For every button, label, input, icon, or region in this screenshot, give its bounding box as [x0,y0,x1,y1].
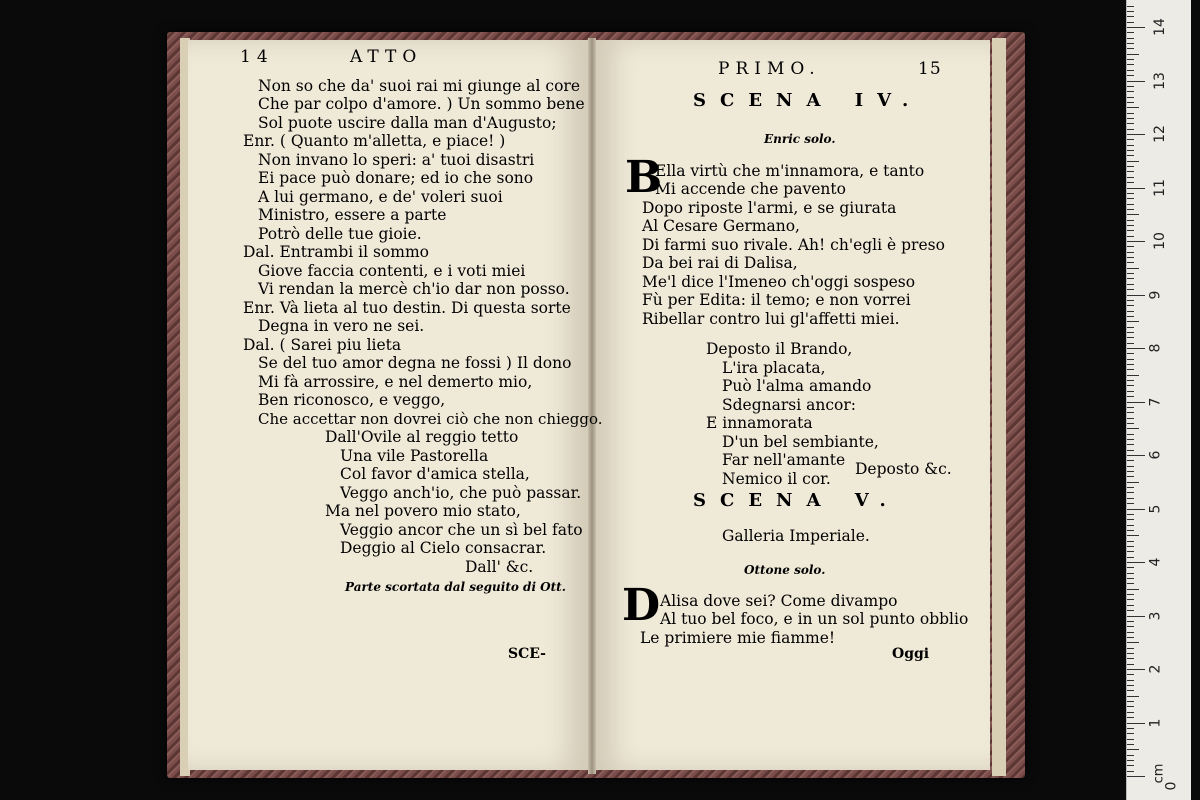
ruler-tick [1127,241,1145,242]
measurement-ruler [1126,0,1191,800]
right-catchword: Oggi [892,646,930,662]
text-line: Fù per Edita: il temo; e non vorrei [642,291,911,309]
ruler-tick [1127,514,1134,515]
ruler-tick [1127,423,1134,424]
ruler-tick [1127,428,1139,429]
ruler-label: 3 [1147,611,1164,620]
ruler-tick [1127,220,1134,221]
ruler-tick [1127,129,1134,130]
ruler-tick [1127,182,1134,183]
ruler-label: 12 [1151,125,1168,143]
text-line: Ben riconosco, e veggo, [258,391,446,409]
ruler-tick [1127,535,1139,536]
ruler-tick [1127,771,1134,772]
ruler-tick [1127,198,1134,199]
scene-heading-v: SCENA V. [693,490,900,511]
ruler-tick [1127,669,1145,670]
ruler-tick [1127,776,1145,777]
ruler-tick [1127,343,1134,344]
ruler-tick [1127,439,1134,440]
ruler-tick [1127,236,1134,237]
text-line: Alisa dove sei? Come divampo [660,592,898,610]
ruler-tick [1127,59,1134,60]
aria-end: Deposto &c. [855,460,952,478]
ruler-tick [1127,744,1134,745]
ruler-label: 10 [1151,232,1168,250]
text-line: D'un bel sembiante, [722,433,879,451]
ruler-tick [1127,155,1134,156]
scene-heading-iv: SCENA IV. [693,90,923,111]
ruler-tick [1127,209,1134,210]
ruler-tick [1127,765,1134,766]
text-line: Se del tuo amor degna ne fossi ) Il dono [258,354,572,372]
ruler-tick [1127,193,1134,194]
ruler-tick [1127,188,1145,189]
text-line: Nemico il cor. [722,470,831,488]
text-line: Una vile Pastorella [340,447,489,465]
text-line: Che accettar non dovrei ciò che non chieggo. [258,410,603,428]
stage-direction: Ottone solo. [744,563,826,577]
ruler-tick [1127,444,1134,445]
ruler-tick [1127,64,1134,65]
ruler-tick [1127,348,1145,349]
ruler-tick [1127,385,1134,386]
text-line: Veggo anch'io, che può passar. [340,484,582,502]
ruler-tick [1127,91,1134,92]
ruler-tick [1127,102,1134,103]
ruler-tick [1127,48,1134,49]
ruler-tick [1127,380,1134,381]
ruler-tick [1127,519,1134,520]
text-line: Veggio ancor che un sì bel fato [340,521,583,539]
ruler-tick [1127,498,1134,499]
ruler-tick [1127,327,1134,328]
text-line: Degna in vero ne sei. [258,317,425,335]
text-line: Mi fà arrossire, e nel demerto mio, [258,373,533,391]
text-line: Dall' &c. [465,558,534,576]
ruler-tick [1127,273,1134,274]
ruler-tick [1127,391,1134,392]
text-line: Ribellar contro lui gl'affetti miei. [642,310,900,328]
ruler-tick [1127,578,1134,579]
text-line: Ei pace può donare; ed io che sono [258,169,534,187]
ruler-tick [1127,396,1134,397]
ruler-tick [1127,268,1139,269]
ruler-tick [1127,230,1134,231]
text-line: Dal. Entrambi il sommo [243,243,430,261]
ruler-tick [1127,487,1134,488]
ruler-tick [1127,733,1134,734]
ruler-tick [1127,658,1134,659]
ruler-tick [1127,316,1134,317]
text-line: Enr. Và lieta al tuo destin. Di questa sorte [243,299,571,317]
text-line: Da bei rai di Dalisa, [642,254,798,272]
ruler-tick [1127,546,1134,547]
book-gutter [588,38,596,774]
ruler-tick [1127,54,1139,55]
ruler-tick [1127,16,1134,17]
ruler-tick [1127,161,1139,162]
ruler-tick [1127,471,1134,472]
ruler-tick [1127,664,1134,665]
ruler-tick [1127,492,1134,493]
text-line: Ministro, essere a parte [258,206,447,224]
ruler-tick [1127,739,1134,740]
ruler-unit: cm [1151,763,1167,784]
text-line: Al tuo bel foco, e in un sol punto obblio [660,610,969,628]
ruler-tick [1127,107,1139,108]
ruler-tick [1127,171,1134,172]
ruler-label: 1 [1147,718,1164,727]
text-line: Mi accende che pavento [655,180,846,198]
ruler-tick [1127,466,1134,467]
text-line: Non invano lo speri: a' tuoi disastri [258,151,535,169]
ruler-tick [1127,717,1134,718]
drop-cap: D [622,580,661,631]
stage-direction: Parte scortata dal seguito di Ott. [345,580,566,594]
ruler-tick [1127,38,1134,39]
ruler-tick [1127,145,1134,146]
text-line: Deposto il Brando, [706,340,853,358]
right-page-number: 15 [918,59,942,79]
ruler-tick [1127,204,1134,205]
ruler-tick [1127,450,1134,451]
text-line: A lui germano, e de' voleri suoi [258,188,503,206]
ruler-tick [1127,166,1134,167]
ruler-tick [1127,648,1134,649]
ruler-tick [1127,375,1139,376]
ruler-tick [1127,653,1134,654]
ruler-tick [1127,252,1134,253]
ruler-tick [1127,86,1134,87]
ruler-tick [1127,418,1134,419]
ruler-tick [1127,594,1134,595]
ruler-tick [1127,583,1134,584]
ruler-label: 14 [1151,18,1168,36]
ruler-tick [1127,541,1134,542]
text-line: Le primiere mie fiamme! [640,629,836,647]
text-line: Non so che da' suoi rai mi giunge al core [258,77,580,95]
ruler-tick [1127,455,1145,456]
ruler-tick [1127,289,1134,290]
text-line: Dal. ( Sarei piu lieta [243,336,402,354]
ruler-label: 11 [1151,178,1168,197]
text-line: Deggio al Cielo consacrar. [340,539,547,557]
ruler-tick [1127,599,1134,600]
ruler-tick [1127,278,1134,279]
ruler-tick [1127,225,1134,226]
left-running-head: ATTO [350,47,423,67]
left-page-number: 14 [240,47,274,67]
ruler-tick [1127,412,1134,413]
ruler-tick [1127,589,1139,590]
ruler-tick [1127,402,1145,403]
ruler-tick [1127,637,1134,638]
ruler-tick [1127,262,1134,263]
ruler-tick [1127,562,1145,563]
ruler-tick [1127,696,1139,697]
ruler-tick [1127,75,1134,76]
text-line: Enr. ( Quanto m'alletta, e piace! ) [243,132,506,150]
text-line: Giove faccia contenti, e i voti miei [258,262,526,280]
ruler-tick [1127,22,1134,23]
text-line: Col favor d'amica stella, [340,465,530,483]
ruler-tick [1127,311,1134,312]
ruler-tick [1127,460,1134,461]
ruler-tick [1127,567,1134,568]
ruler-tick [1127,557,1134,558]
text-line: Potrò delle tue gioie. [258,225,422,243]
ruler-label: 7 [1147,397,1164,406]
ruler-label: 6 [1147,450,1164,460]
ruler-tick [1127,760,1134,761]
ruler-tick [1127,728,1134,729]
ruler-tick [1127,139,1134,140]
ruler-tick [1127,177,1134,178]
ruler-tick [1127,509,1145,510]
ruler-tick [1127,701,1134,702]
ruler-tick [1127,70,1134,71]
ruler-tick [1127,616,1145,617]
left-catchword: SCE- [508,646,546,662]
ruler-label: 5 [1147,504,1164,513]
text-line: L'ira placata, [722,359,826,377]
text-line: Ella virtù che m'innamora, e tanto [655,162,925,180]
ruler-tick [1127,476,1134,477]
ruler-tick [1127,712,1134,713]
ruler-tick [1127,407,1134,408]
ruler-tick [1127,214,1139,215]
stage-direction: Enric solo. [764,132,836,146]
drop-cap: B [625,152,663,203]
ruler-tick [1127,482,1139,483]
ruler-tick [1127,295,1145,296]
text-line: E innamorata [706,414,813,432]
ruler-tick [1127,749,1139,750]
ruler-tick [1127,27,1145,28]
ruler-tick [1127,113,1134,114]
ruler-tick [1127,573,1134,574]
text-line: Dopo riposte l'armi, e se giurata [642,199,897,217]
ruler-tick [1127,369,1134,370]
ruler-tick [1127,551,1134,552]
ruler-tick [1127,621,1134,622]
ruler-tick [1127,6,1134,7]
ruler-tick [1127,605,1134,606]
ruler-tick [1127,123,1134,124]
ruler-tick [1127,11,1134,12]
ruler-tick [1127,690,1134,691]
ruler-tick [1127,434,1134,435]
ruler-tick [1127,530,1134,531]
text-line: Vi rendan la mercè ch'io dar non posso. [258,280,570,298]
ruler-label: 4 [1147,557,1164,567]
ruler-tick [1127,284,1134,285]
ruler-tick [1127,257,1134,258]
ruler-tick [1127,359,1134,360]
ruler-tick [1127,321,1139,322]
ruler-tick [1127,525,1134,526]
ruler-label: 9 [1147,290,1164,299]
ruler-tick [1127,353,1134,354]
text-line: Di farmi suo rivale. Ah! ch'egli è preso [642,236,945,254]
ruler-tick [1127,337,1134,338]
text-line: Ma nel povero mio stato, [325,502,521,520]
ruler-tick [1127,134,1145,135]
ruler-tick [1127,503,1134,504]
ruler-tick [1127,332,1134,333]
scene-setting: Galleria Imperiale. [722,527,870,545]
text-line: Al Cesare Germano, [642,217,800,235]
text-line: Sol puote uscire dalla man d'Augusto; [258,114,557,132]
ruler-tick [1127,755,1134,756]
right-page-edges [992,38,1006,776]
ruler-tick [1127,150,1134,151]
ruler-tick [1127,632,1134,633]
ruler-tick [1127,300,1134,301]
text-line: Me'l dice l'Imeneo ch'oggi sospeso [642,273,916,291]
ruler-tick [1127,364,1134,365]
ruler-tick [1127,97,1134,98]
ruler-tick [1127,642,1139,643]
text-line: Sdegnarsi ancor: [722,396,856,414]
ruler-tick [1127,32,1134,33]
ruler-tick [1127,706,1134,707]
ruler-tick [1127,680,1134,681]
ruler-tick [1127,610,1134,611]
ruler-tick [1127,626,1134,627]
ruler-tick [1127,685,1134,686]
ruler-tick [1127,118,1134,119]
ruler-label: 8 [1147,343,1164,353]
ruler-tick [1127,246,1134,247]
ruler-tick [1127,305,1134,306]
ruler-tick [1127,81,1145,82]
text-line: Dall'Ovile al reggio tetto [325,428,519,446]
ruler-tick [1127,674,1134,675]
ruler-label: 13 [1151,71,1168,90]
ruler-tick [1127,723,1145,724]
ruler-tick [1127,43,1134,44]
right-running-head: PRIMO. [718,59,821,79]
text-line: Che par colpo d'amore. ) Un sommo bene [258,95,585,113]
ruler-label: 0 [1163,781,1180,791]
ruler-label: 2 [1147,664,1164,674]
text-line: Può l'alma amando [722,377,872,395]
text-line: Far nell'amante [722,451,846,469]
